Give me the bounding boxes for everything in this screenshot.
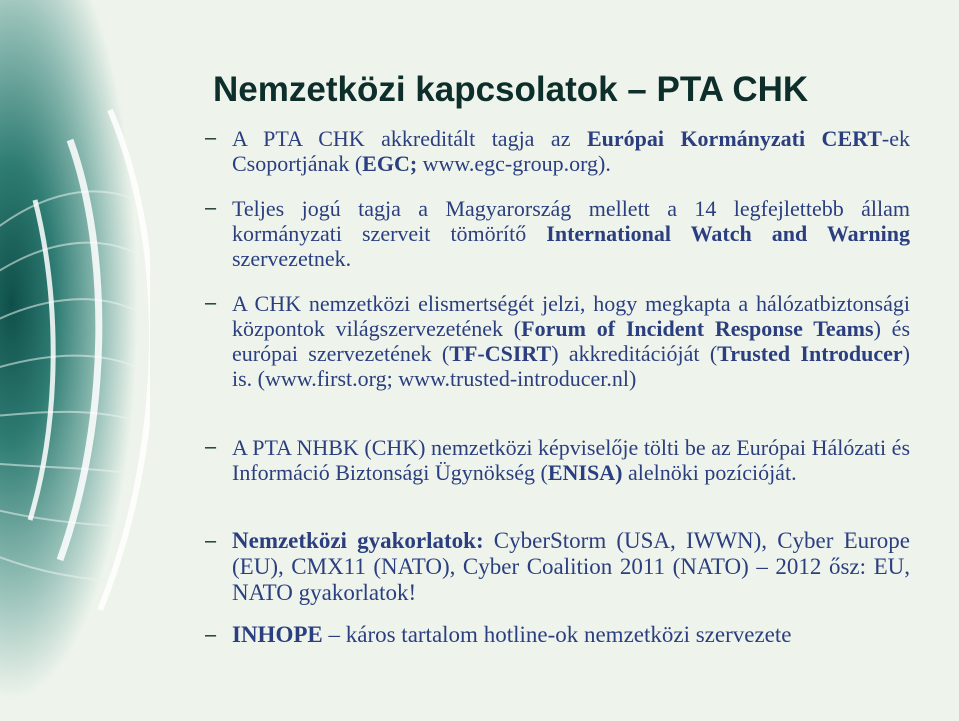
bullet-first-accreditation xyxy=(205,291,911,391)
bullet-exercises xyxy=(205,528,910,606)
bullet-dash: – xyxy=(205,197,217,219)
bullet-text: szervezetnek. xyxy=(232,246,352,271)
bullet-text: ) és európai szervezetének ( xyxy=(232,316,911,366)
bullet-dash: – xyxy=(205,436,217,458)
bullet-text: A PTA CHK akkreditált tagja az xyxy=(232,126,587,151)
bullet-dash: – xyxy=(205,624,217,646)
bullet-text: ) is. (www.first.org; www.trusted-introducer.nl) xyxy=(232,341,910,391)
bullet-dash: – xyxy=(205,127,217,149)
bullet-text: A CHK nemzetközi elismertségét jelzi, hogy megkapta a hálózatbiztonsági központok világszervezetének ( xyxy=(232,291,910,341)
bullet-bold: TF-CSIRT xyxy=(449,341,552,366)
bullet-text: CyberStorm (USA, IWWN), Cyber Europe (EU), CMX11 (NATO), Cyber Coalition 2011 (NATO) – 2012 ősz: EU, NATO gyakorlatok! xyxy=(232,528,910,605)
bullet-bold: ENISA) xyxy=(547,460,623,485)
bullet-bold: INHOPE xyxy=(232,622,323,647)
bullet-bold: Európai Kormányzati CERT xyxy=(586,126,882,151)
bullet-bold: Nemzetközi gyakorlatok: xyxy=(232,528,484,553)
bullet-bold: EGC; xyxy=(362,151,418,176)
bullet-text: – káros tartalom hotline-ok nemzetközi szervezete xyxy=(322,622,792,647)
bullet-text: alelnöki pozícióját. xyxy=(622,460,797,485)
bullet-bold: Trusted Introducer xyxy=(717,341,903,366)
bullet-dash: – xyxy=(205,292,217,314)
bullet-egc xyxy=(205,126,911,176)
bullet-enisa xyxy=(205,435,910,485)
bullet-text: ) akkreditációját ( xyxy=(551,341,718,366)
bullet-inhope xyxy=(205,622,910,648)
bullet-text: Teljes jogú tagja a Magyarország mellett a 14 legfejlettebb állam kormányzati szerveit tömörítő xyxy=(232,196,910,246)
bullet-bold: Forum of Incident Response Teams xyxy=(521,316,874,341)
bullet-text: www.egc-group.org). xyxy=(417,151,611,176)
slide-title: Nemzetközi kapcsolatok – PTA CHK xyxy=(213,70,809,109)
bullet-bold: International Watch and Warning xyxy=(546,221,910,246)
bullet-dash: – xyxy=(205,530,217,552)
bullet-text: -ek Csoportjának ( xyxy=(232,126,911,176)
bullet-iwwn xyxy=(205,196,910,271)
bullet-text: A PTA NHBK (CHK) nemzetközi képviselője tölti be az Európai Hálózati és Információ Biztonsági Ügynökség ( xyxy=(232,435,910,485)
